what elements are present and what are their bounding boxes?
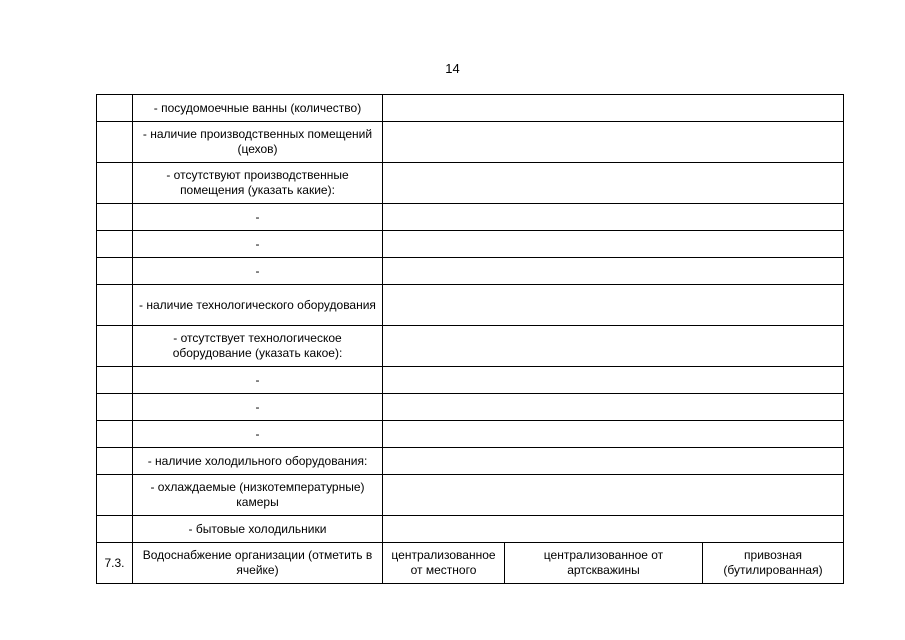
row-label: - наличие технологического оборудования [133,285,383,326]
row-number [97,475,133,516]
table-row [97,95,844,122]
table-row [97,231,844,258]
page-number: 14 [445,61,460,76]
row-number [97,326,133,367]
row-number [97,258,133,285]
row-number [97,204,133,231]
inspection-form-table [96,94,844,584]
water-supply-row [97,543,844,584]
answer-cell[interactable] [383,367,844,394]
row-number [97,394,133,421]
row-label: - [133,394,383,421]
row-label: - [133,204,383,231]
table-row [97,326,844,367]
row-number [97,516,133,543]
row-number [97,231,133,258]
table-row [97,475,844,516]
section-number: 7.3. [97,543,133,584]
row-number [97,448,133,475]
row-number [97,163,133,204]
table-row [97,448,844,475]
row-label: - наличие холодильного оборудования: [133,448,383,475]
answer-cell[interactable] [383,258,844,285]
table-row [97,394,844,421]
row-label: - бытовые холодильники [133,516,383,543]
row-number [97,122,133,163]
row-label: - [133,231,383,258]
row-label: - посудомоечные ванны (количество) [133,95,383,122]
table-row [97,285,844,326]
answer-cell[interactable] [383,475,844,516]
row-number [97,367,133,394]
answer-cell[interactable] [383,95,844,122]
answer-cell[interactable] [383,285,844,326]
water-supply-label: Водоснабжение организации (отметить в ячейке) [133,543,383,584]
answer-cell[interactable] [383,394,844,421]
table-row [97,163,844,204]
water-option-central-local[interactable]: централизованное от местного [383,543,505,584]
table-row [97,122,844,163]
row-label: - отсутствуют производственные помещения (указать какие): [133,163,383,204]
answer-cell[interactable] [383,516,844,543]
row-label: - наличие производственных помещений (цехов) [133,122,383,163]
water-option-central-artesian[interactable]: централизованное от артскважины [505,543,703,584]
table-row [97,516,844,543]
answer-cell[interactable] [383,231,844,258]
row-number [97,95,133,122]
answer-cell[interactable] [383,326,844,367]
table-row [97,258,844,285]
row-label: - [133,421,383,448]
table-row [97,367,844,394]
answer-cell[interactable] [383,204,844,231]
row-label: - отсутствует технологическое оборудование (указать какое): [133,326,383,367]
row-label: - [133,258,383,285]
row-number [97,421,133,448]
water-option-delivered-bottled[interactable]: привозная (бутилированная) [703,543,844,584]
row-label: - [133,367,383,394]
answer-cell[interactable] [383,448,844,475]
table-row [97,421,844,448]
answer-cell[interactable] [383,163,844,204]
row-number [97,285,133,326]
answer-cell[interactable] [383,421,844,448]
row-label: - охлаждаемые (низкотемпературные) камеры [133,475,383,516]
table-row [97,204,844,231]
answer-cell[interactable] [383,122,844,163]
